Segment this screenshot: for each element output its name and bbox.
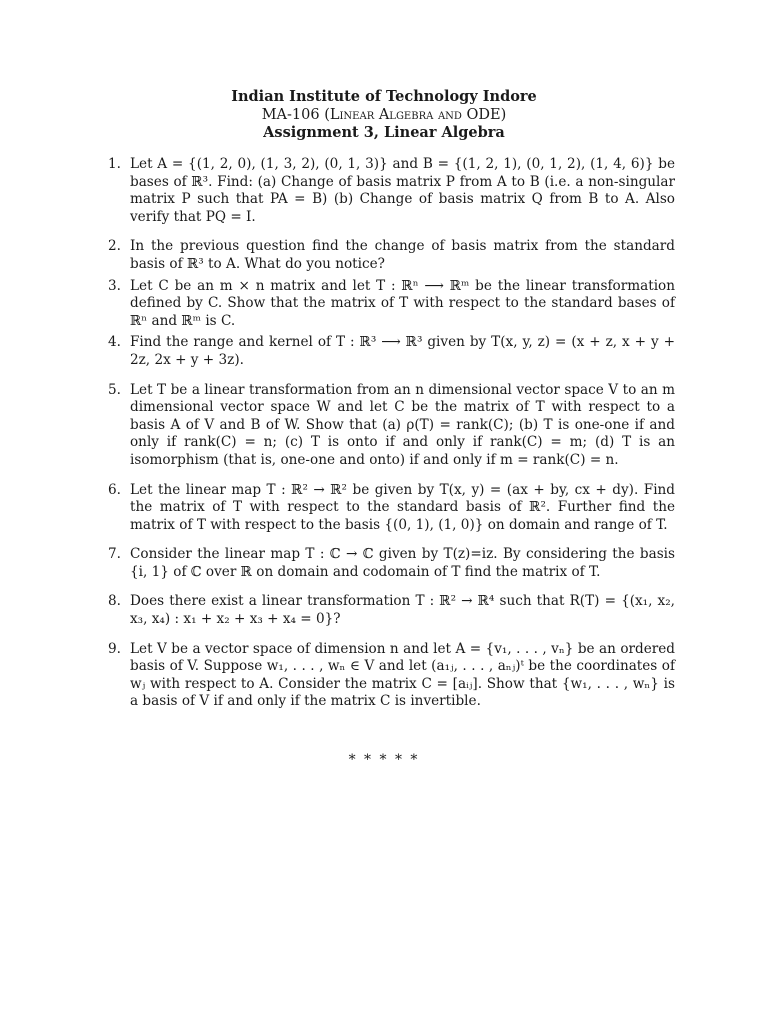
question-text: Consider the linear map T : ℂ → ℂ given by T(z)=iz. By considering the basis {i, 1} of ℂ over ℝ on domain and codomain of T find the matrix of T.	[130, 546, 675, 580]
question-item	[108, 334, 675, 369]
question-item	[108, 546, 675, 581]
question-text: Let V be a vector space of dimension n and let A = {v₁, . . . , vₙ} be an ordered basis of V. Suppose w₁, . . . , wₙ ∈ V and let (a₁ⱼ, . . . , aₙⱼ)ᵗ be the coordinates of wⱼ with respect to A. Consider the matrix C = [aᵢⱼ]. Show that {w₁, . . . , wₙ} is a basis of V if and only if the matrix C is invertible.	[130, 640, 675, 710]
question-number: 3.	[108, 277, 121, 294]
end-of-document-mark: * * * * *	[348, 752, 420, 768]
question-item	[108, 641, 675, 711]
question-number: 4.	[108, 334, 121, 351]
question-number: 7.	[108, 546, 121, 563]
question-text: Let C be an m × n matrix and let T : ℝⁿ ⟶ ℝᵐ be the linear transformation defined by C. Show that the matrix of T with respect to the standard bases of ℝⁿ and ℝᵐ is C.	[130, 277, 675, 329]
question-item	[108, 156, 675, 226]
assignment-title: Assignment 3, Linear Algebra	[263, 124, 505, 141]
question-text: Does there exist a linear transformation T : ℝ² → ℝ⁴ such that R(T) = {(x₁, x₂, x₃, x₄) : x₁ + x₂ + x₃ + x₄ = 0}?	[130, 593, 675, 628]
question-item	[108, 238, 675, 273]
question-text: Find the range and kernel of T : ℝ³ ⟶ ℝ³ given by T(x, y, z) = (x + z, x + y + 2z, 2x + y + 3z).	[130, 334, 675, 368]
question-text: Let the linear map T : ℝ² → ℝ² be given by T(x, y) = (ax + by, cx + dy). Find the matrix of T with respect to the standard basis of ℝ². Further find the matrix of T with respect to the basis {(0, 1), (1, 0)} on domain and range of T.	[130, 481, 675, 533]
question-text: Let A = {(1, 2, 0), (1, 3, 2), (0, 1, 3)} and B = {(1, 2, 1), (0, 1, 2), (1, 4, 6)} be bases of ℝ³. Find: (a) Change of basis matrix P from A to B (i.e. a non-singular matrix P such that PA = B) (b) Change of basis matrix Q from B to A. Also verify that PQ = I.	[130, 156, 675, 225]
question-text: Let T be a linear transformation from an n dimensional vector space V to an m dimensional vector space W and let C be the matrix of T with respect to a basis A of V and B of W. Show that (a) ρ(T) = rank(C); (b) T is one-one if and only if rank(C) = n; (c) T is onto if and only if rank(C) = m; (d) T is an isomorphism (that is, one-one and onto) if and only if m = rank(C) = n.	[130, 381, 675, 468]
question-number: 1.	[108, 156, 121, 172]
question-item	[108, 482, 675, 535]
question-number: 8.	[108, 593, 121, 610]
question-number: 2.	[108, 238, 121, 255]
question-text: In the previous question find the change of basis matrix from the standard basis of ℝ³ to A. What do you notice?	[130, 238, 675, 272]
question-item	[108, 278, 675, 331]
question-number: 6.	[108, 481, 121, 498]
course-title: MA-106 (Linear Algebra and ODE)	[261, 107, 507, 123]
question-number: 5.	[108, 381, 121, 398]
question-item	[108, 593, 675, 628]
question-list	[108, 156, 675, 711]
institute-name: Indian Institute of Technology Indore	[231, 88, 537, 105]
question-item	[108, 382, 675, 470]
question-number: 9.	[108, 640, 121, 657]
document-header	[0, 88, 768, 142]
